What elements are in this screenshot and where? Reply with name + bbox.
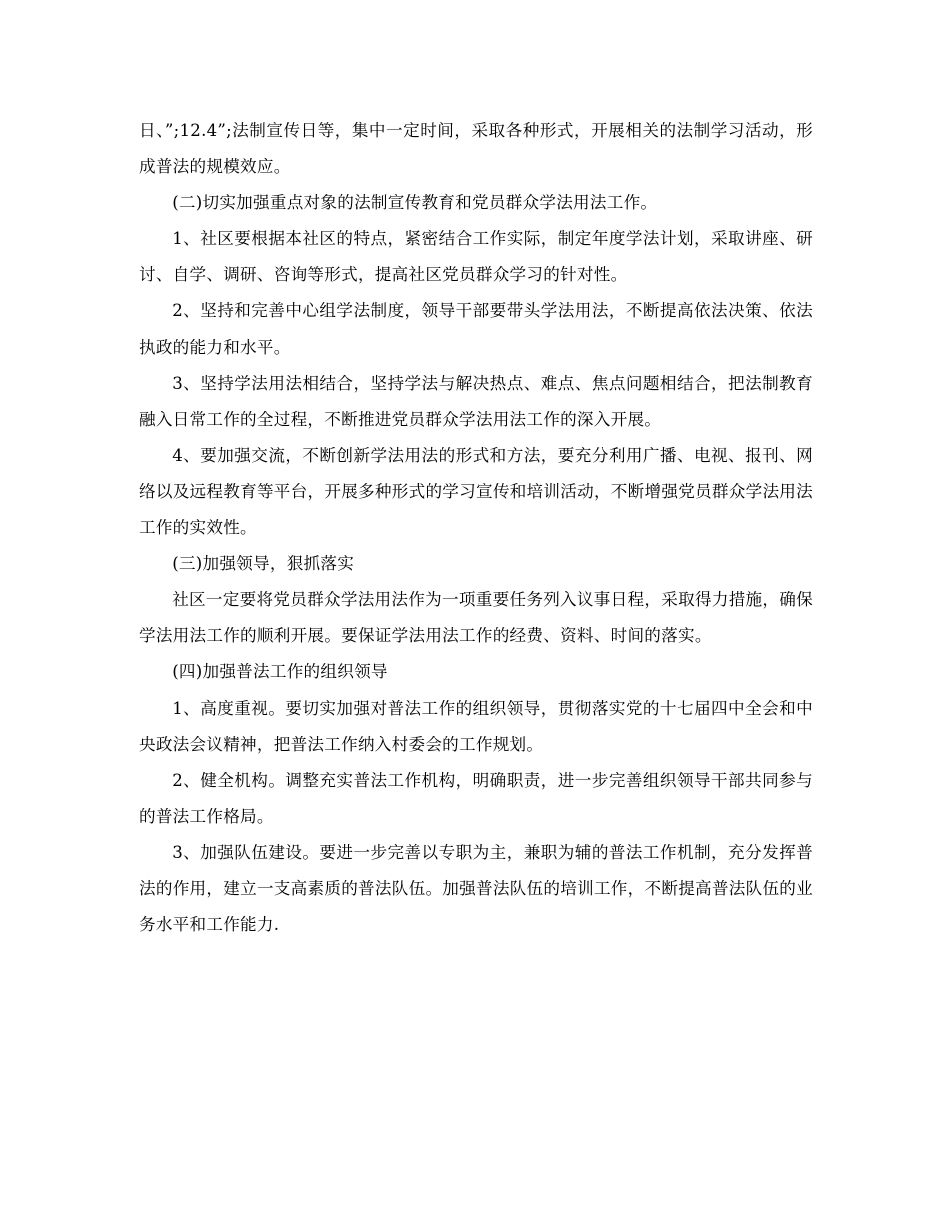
paragraph-section-3-body: 社区一定要将党员群众学法用法作为一项重要任务列入议事日程，采取得力措施，确保学法用法工作的顺利开展。要保证学法用法工作的经费、资料、时间的落实。 xyxy=(139,590,813,646)
paragraph-section-4-item-3: 3、加强队伍建设。要进一步完善以专职为主，兼职为辅的普法工作机制，充分发挥普法的作用，建立一支高素质的普法队伍。加强普法队伍的培训工作，不断提高普法队伍的业务水平和工作能力. xyxy=(139,842,813,935)
document-body xyxy=(139,113,813,943)
section-heading-2: (二)切实加强重点对象的法制宣传教育和党员群众学法用法工作。 xyxy=(172,193,658,213)
paragraph-item-2: 2、坚持和完善中心组学法制度，领导干部要带头学法用法，不断提高依法决策、依法执政的能力和水平。 xyxy=(139,301,813,357)
paragraph-item-4: 4、要加强交流，不断创新学法用法的形式和方法，要充分利用广播、电视、报刊、网络以及远程教育等平台，开展多种形式的学习宣传和培训活动，不断增强党员群众学法用法工作的实效性。 xyxy=(139,445,813,538)
paragraph-item-1: 1、社区要根据本社区的特点，紧密结合工作实际，制定年度学法计划，采取讲座、研讨、自学、调研、咨询等形式，提高社区党员群众学习的针对性。 xyxy=(139,229,813,285)
section-heading-4: (四)加强普法工作的组织领导 xyxy=(172,662,388,682)
section-heading-3: (三)加强领导，狠抓落实 xyxy=(172,554,355,574)
paragraph-continuation: 日、”;12.4”;法制宣传日等，集中一定时间，采取各种形式，开展相关的法制学习活动，形成普法的规模效应。 xyxy=(139,121,813,177)
paragraph-item-3: 3、坚持学法用法相结合，坚持学法与解决热点、难点、焦点问题相结合，把法制教育融入日常工作的全过程，不断推进党员群众学法用法工作的深入开展。 xyxy=(139,373,813,429)
paragraph-section-4-item-2: 2、健全机构。调整充实普法工作机构，明确职责，进一步完善组织领导干部共同参与的普法工作格局。 xyxy=(139,770,813,826)
paragraph-section-4-item-1: 1、高度重视。要切实加强对普法工作的组织领导，贯彻落实党的十七届四中全会和中央政法会议精神，把普法工作纳入村委会的工作规划。 xyxy=(139,698,813,754)
